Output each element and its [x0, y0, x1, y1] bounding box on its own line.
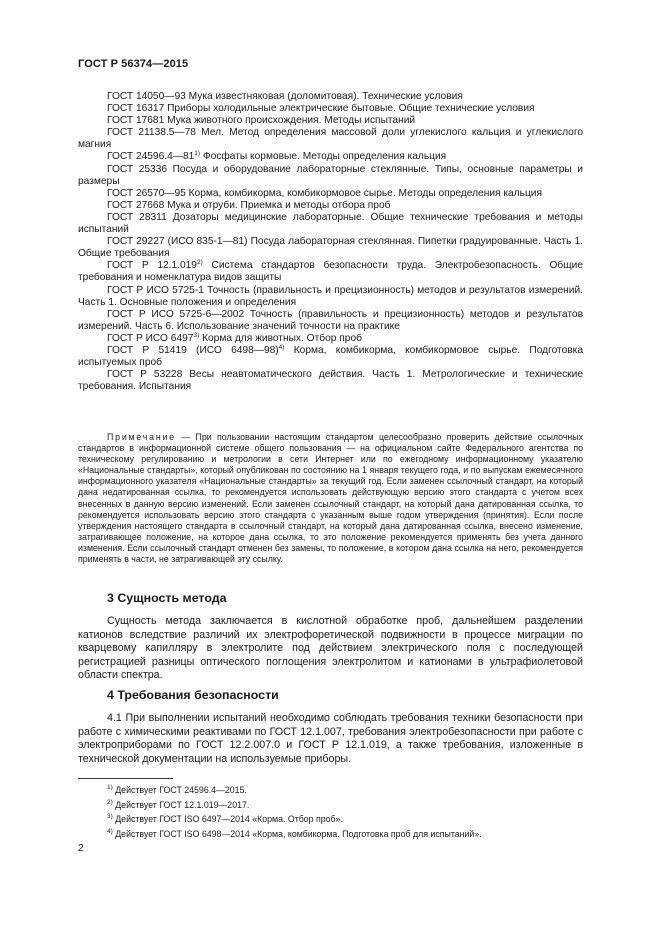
footnote-ref[interactable]: 1)	[194, 150, 201, 158]
reference-item: ГОСТ 14050—93 Мука известняковая (доломитовая). Технические условия	[107, 91, 463, 102]
reference-item: ГОСТ Р ИСО 6497$^{3)}$ Корма для животных. Отбор проб	[107, 331, 362, 344]
document-header: ГОСТ Р 56374—2015	[78, 58, 189, 70]
reference-item: ГОСТ Р 51419 (ИСО 6498—98)$^{4)}$ Корма, комбикорма, комбикормовое сырье. Подготовка испытуемых проб	[78, 343, 583, 369]
reference-item: ГОСТ 17681 Мука животного происхождения. Методы испытаний	[107, 115, 416, 127]
reference-item: ГОСТ 21138.5—78 Мел. Метод определения массовой доли углекислого кальция и углекислого магния	[78, 127, 583, 151]
section-3-title: 3 Сущность метода	[107, 591, 227, 605]
page-number: 2	[78, 842, 84, 854]
reference-item: ГОСТ 27668 Мука и отруби. Приемка и методы отбора проб	[107, 199, 391, 211]
reference-item: ГОСТ 16317 Приборы холодильные электрические бытовые. Общие технические условия	[107, 103, 535, 115]
footnote-item: $^{2)}$ Действует ГОСТ 12.1.019—2017.	[107, 798, 250, 810]
reference-item: ГОСТ Р 53228 Весы неавтоматического действия. Часть 1. Метрологические и технические требования. Испытания	[78, 369, 583, 393]
reference-item: ГОСТ 24596.4—81$^{1)}$ Фосфаты кормовые. Методы определения кальция	[107, 150, 447, 163]
footnote-item: $^{1)}$ Действует ГОСТ 24596.4—2015.	[107, 784, 247, 795]
note-label: Примечание	[107, 432, 176, 442]
reference-item: ГОСТ 25336 Посуда и оборудование лабораторные стеклянные. Типы, основные параметры и размеры	[78, 163, 583, 187]
footnote-ref[interactable]: 3)	[193, 331, 200, 339]
reference-item: ГОСТ 26570—95 Корма, комбикорма, комбикормовое сырье. Методы определения кальция	[107, 187, 542, 199]
footnote-ref[interactable]: 4)	[278, 343, 285, 351]
section-4-title: 4 Требования безопасности	[107, 688, 279, 702]
reference-item: ГОСТ 28311 Дозаторы медицинские лабораторные. Общие технические требования и методы испытаний	[78, 211, 583, 236]
footnote-item: $^{3)}$ Действует ГОСТ ISO 6497—2014 «Корма. Отбор проб».	[107, 813, 343, 825]
note-text: — При пользовании настоящим стандартом целесообразно проверить действие ссылочных стандартов в информационной системе общего пользования — на официальном сайте Федерального агентства по техническому регулированию и метрологии в сети Интернет или по ежегодному информационному указателю «Национальные стандарты», который опубликован по состоянию на 1 января текущего года, и по выпускам ежемесячного информационного указателя «Национальные стандарты» за текущий год. Если заменен ссылочный стандарт, на который дана недатированная ссылка, то рекомендуется использовать действующую версию этого стандарта с учетом всех внесенных в данную версию изменений. Если заменен ссылочный стандарт, на который дана датированная ссылка, то рекомендуется использовать версию этого стандарта с указанным выше годом утверждения (принятия). Если после утверждения настоящего стандарта в ссылочный стандарт, на который дана датированная ссылка, внесено изменение, затрагивающее положение, на которое дана ссылка, то это положение рекомендуется применять без учета данного изменения. Если ссылочный стандарт отменен без замены, то положение, в котором дана ссылка на него, рекомендуется применять в части, не затрагивающей эту ссылку.	[78, 432, 583, 565]
reference-item: ГОСТ Р ИСО 5725-6—2002 Точность (правильность и прецизионность) методов и результатов измерений. Часть 6. Использование значений точности на практике	[78, 308, 583, 332]
footnote-divider	[78, 778, 173, 779]
footnote-ref[interactable]: 2)	[196, 259, 203, 267]
normative-references-list	[78, 91, 583, 393]
section-3-body: Сущность метода заключается в кислотной обработке проб, дальнейшем разделении катионов вследствие различий их электрофоретической подвижности в процессе миграции по кварцевому капилляру в электролите под действием электрического поля с последующей регистрацией разницы оптического поглощения электролитом и катионами в ультрафиолетовой области спектра.	[78, 615, 583, 681]
section-4-body: 4.1 При выполнении испытаний необходимо соблюдать требования техники безопасности при работе с химическими реактивами по ГОСТ 12.1.007, требования электробезопасности при работе с электроприборами по ГОСТ 12.2.007.0 и ГОСТ Р 12.1.019, а также требования, изложенные в технической документации на используемые приборы.	[78, 712, 583, 765]
footnotes	[107, 783, 482, 841]
reference-item: ГОСТ Р ИСО 5725-1 Точность (правильность и прецизионность) методов и результатов измерений. Часть 1. Основные положения и определения	[78, 284, 583, 308]
references-note	[78, 432, 583, 565]
footnote-item: $^{4)}$ Действует ГОСТ ISO 6498—2014 «Корма, комбикорма. Подготовка проб для испытаний».	[107, 827, 482, 839]
reference-item: ГОСТ 29227 (ИСО 835-1—81) Посуда лабораторная стеклянная. Пипетки градуированные. Часть 1. Общие требования	[78, 236, 583, 260]
reference-item: ГОСТ Р 12.1.019$^{2)}$ Система стандартов безопасности труда. Электробезопасность. Общие требования и номенклатура видов защиты	[78, 259, 583, 284]
